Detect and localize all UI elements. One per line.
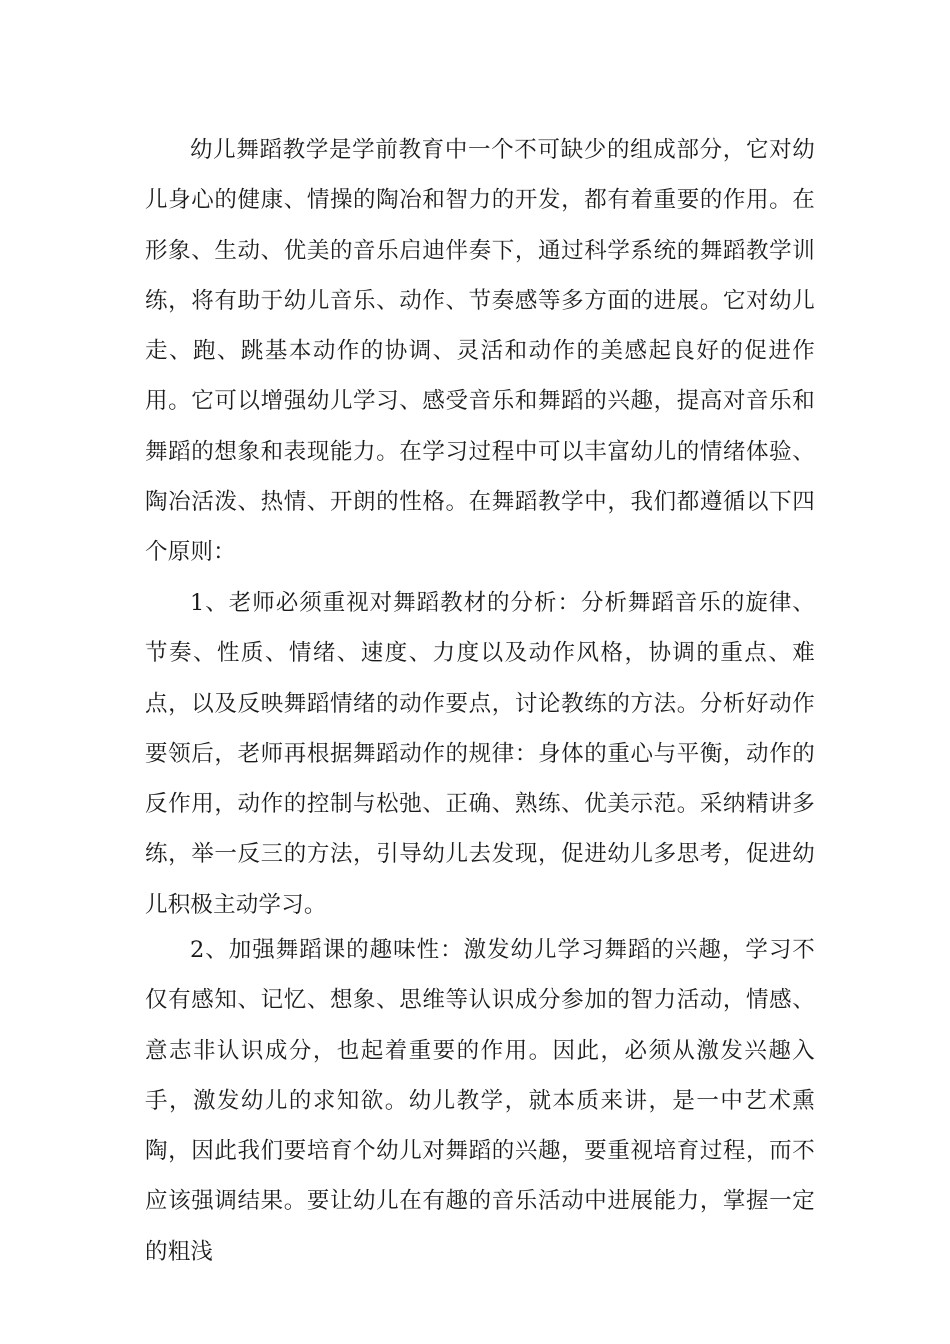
paragraph-principle-1: 1、老师必须重视对舞蹈教材的分析：分析舞蹈音乐的旋律、节奏、性质、情绪、速度、力度以及动作风格，协调的重点、难点，以及反映舞蹈情绪的动作要点，讨论教练的方法。分析好动作要领后，老师再根据舞蹈动作的规律：身体的重心与平衡，动作的反作用，动作的控制与松弛、正确、熟练、优美示范。采纳精讲多练，举一反三的方法，引导幼儿去发现，促进幼儿多思考，促进幼儿积极主动学习。 [145, 590, 815, 918]
paragraph-principle-2: 2、加强舞蹈课的趣味性：激发幼儿学习舞蹈的兴趣，学习不仅有感知、记忆、想象、思维等认识成分参加的智力活动，情感、意志非认识成分，也起着重要的作用。因此，必须从激发兴趣入手，激发幼儿的求知欲。幼儿教学，就本质来讲，是一中艺术熏陶，因此我们要培育个幼儿对舞蹈的兴趣，要重视培育过程，而不应该强调结果。要让幼儿在有趣的音乐活动中进展能力，掌握一定的粗浅 [145, 937, 815, 1265]
paragraph-intro: 幼儿舞蹈教学是学前教育中一个不可缺少的组成部分，它对幼儿身心的健康、情操的陶冶和智力的开发，都有着重要的作用。在形象、生动、优美的音乐启迪伴奏下，通过科学系统的舞蹈教学训练，将有助于幼儿音乐、动作、节奏感等多方面的进展。它对幼儿走、跑、跳基本动作的协调、灵活和动作的美感起良好的促进作用。它可以增强幼儿学习、感受音乐和舞蹈的兴趣，提高对音乐和舞蹈的想象和表现能力。在学习过程中可以丰富幼儿的情绪体验、陶冶活泼、热情、开朗的性格。在舞蹈教学中，我们都遵循以下四个原则： [145, 137, 815, 566]
